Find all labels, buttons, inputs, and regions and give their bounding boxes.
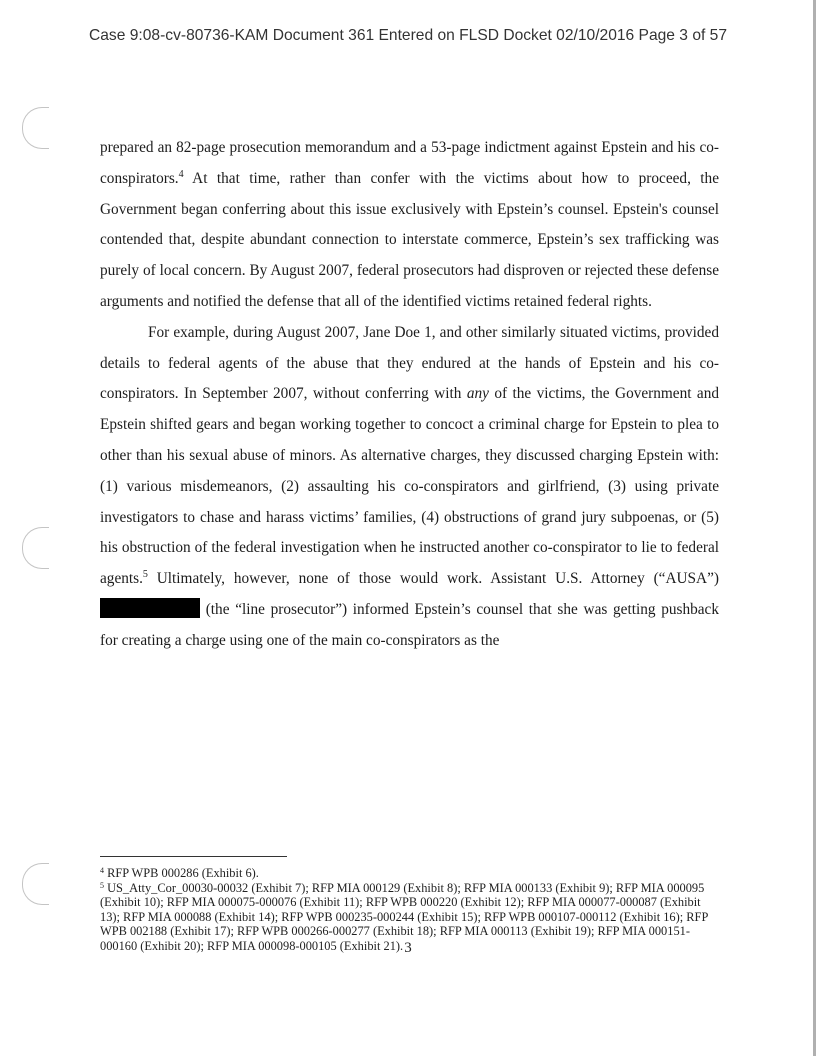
paragraph-2-text-c: Ultimately, however, none of those would work. Assistant U.S. Attorney (“AUSA”) [147, 570, 719, 588]
paragraph-1 [100, 133, 719, 318]
footnote-ref-5: 5 [142, 569, 148, 581]
footnote-ref-4: 4 [178, 168, 184, 180]
paragraph-2-text-d: (the “line prosecutor”) informed Epstein’s counsel that she was getting pushback for creating a charge using one of the main co-conspirators as the [100, 600, 719, 649]
footnote-5-number: 5 [100, 880, 104, 890]
footnote-5-text: US_Atty_Cor_00030-00032 (Exhibit 7); RFP MIA 000129 (Exhibit 8); RFP MIA 000133 (Exhibit 9); RFP MIA 000095 (Exhibit 10); RFP MIA 000075-000076 (Exhibit 11); RFP WPB 000220 (Exhibit 12); RFP MIA 000077-000087 (Exhibit 13); RFP MIA 000088 (Exhibit 14); RFP WPB 000235-000244 (Exhibit 15); RFP WPB 000107-000112 (Exhibit 16); RFP WPB 002188 (Exhibit 17); RFP WPB 000266-000277 (Exhibit 18); RFP MIA 000113 (Exhibit 19); RFP MIA 000151-000160 (Exhibit 20); RFP MIA 000098-000105 (Exhibit 21). [100, 880, 708, 953]
punch-hole-top [22, 107, 49, 149]
footnote-4-number: 4 [100, 866, 104, 875]
paragraph-2 [100, 318, 719, 657]
redaction-bar [100, 598, 200, 618]
emphasis-any: any [466, 385, 489, 403]
body-text [100, 133, 719, 657]
paragraph-2-text-b: of the victims, the Government and Epstein shifted gears and began working together to concoct a criminal charge for Epstein to plea to other than his sexual abuse of minors. As alternative charges, they discussed charging Epstein with: (1) various misdemeanors, (2) assaulting his co-conspirators and girlfriend, (3) using private investigators to chase and harass victims’ families, (4) obstructions of grand jury subpoenas, or (5) his obstruction of the federal investigation when he instructed another co-conspirator to lie to federal agents. [100, 385, 720, 588]
footnote-4-text: RFP WPB 000286 (Exhibit 6). [104, 866, 259, 880]
punch-hole-bottom [22, 863, 49, 905]
page-number: 3 [404, 940, 412, 956]
paragraph-2-text-a: For example, during August 2007, Jane Doe 1, and other similarly situated victims, provided details to federal agents of the abuse that they endured at the hands of Epstein and his co-conspirators. In September 2007, without conferring with [100, 323, 719, 403]
footnote-separator [100, 856, 287, 857]
paragraph-1-text-b: At that time, rather than confer with the victims about how to proceed, the Government began conferring about this issue exclusively with Epstein’s counsel. Epstein's counsel contended that, despite abundant connection to interstate commerce, Epstein’s sex trafficking was purely of local concern. By August 2007, federal prosecutors had disproven or rejected these defense arguments and notified the defense that all of the identified victims retained federal rights. [100, 169, 719, 310]
paragraph-1-text-a: prepared an 82-page prosecution memorandum and a 53-page indictment against Epstein and his co-conspirators. [100, 139, 719, 187]
punch-hole-middle [22, 527, 49, 569]
docket-header: Case 9:08-cv-80736-KAM Document 361 Entered on FLSD Docket 02/10/2016 Page 3 of 57 [89, 27, 727, 44]
footnote-4 [100, 866, 719, 881]
